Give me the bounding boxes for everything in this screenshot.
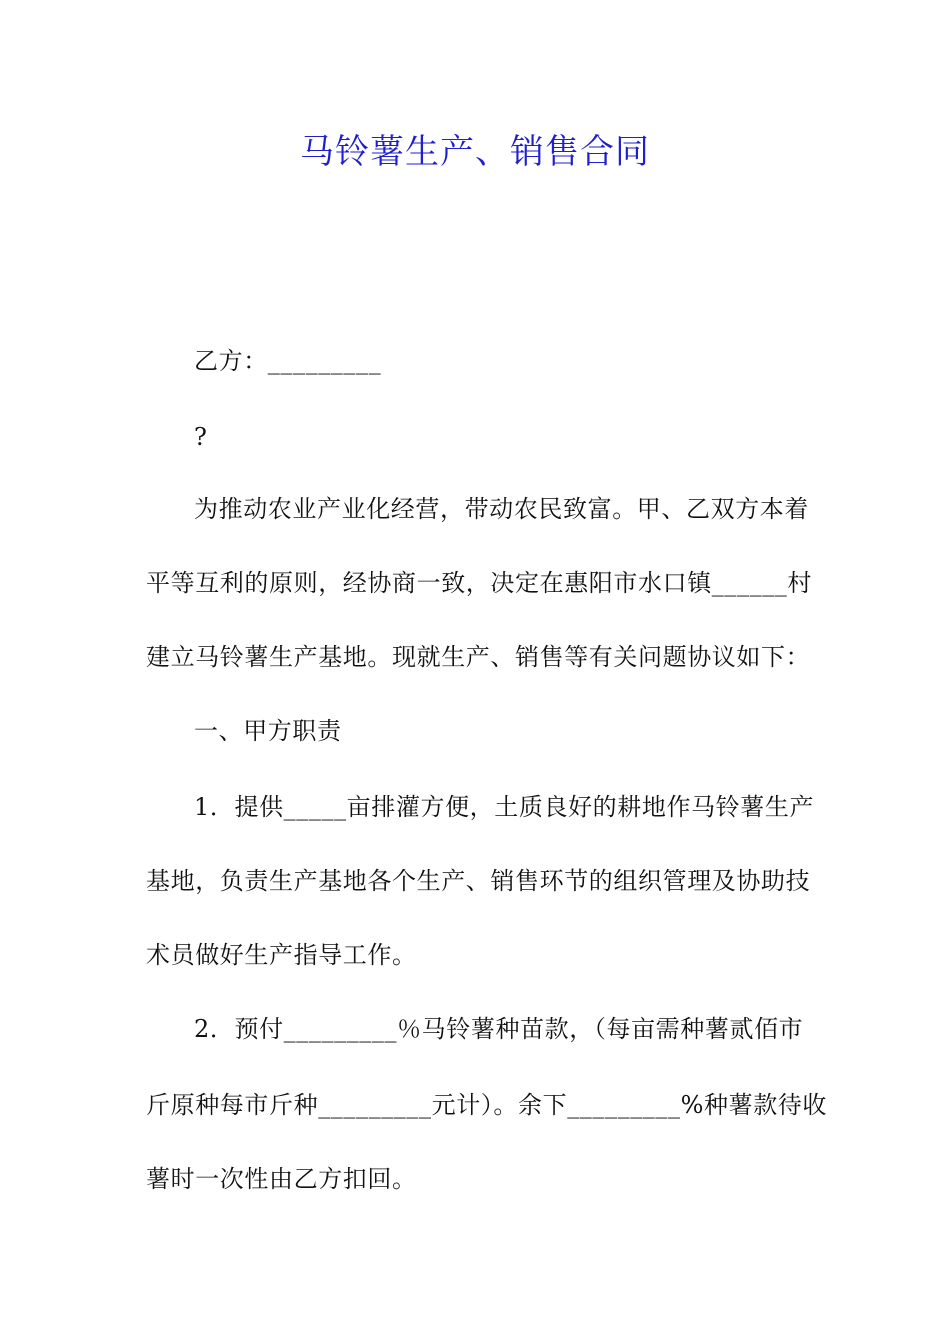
intro-line-2: 平等互利的原则，经协商一致，决定在惠阳市水口镇______村	[146, 569, 812, 597]
question-mark-line: ?	[194, 423, 208, 451]
item-1-line-2: 基地，负责生产基地各个生产、销售环节的组织管理及协助技	[146, 867, 811, 895]
item-2-line-3: 薯时一次性由乙方扣回。	[146, 1165, 417, 1193]
item-1-line-1: 1．提供_____亩排灌方便，土质良好的耕地作马铃薯生产	[194, 793, 815, 821]
item-2-line-2: 斤原种每市斤种_________元计）。余下_________%种薯款待收	[146, 1091, 828, 1119]
intro-line-3: 建立马铃薯生产基地。现就生产、销售等有关问题协议如下：	[146, 643, 811, 671]
item-2-line-1: 2．预付_________％马铃薯种苗款，（每亩需种薯贰佰市	[194, 1015, 804, 1043]
document-title: 马铃薯生产、销售合同	[300, 132, 650, 172]
item-1-line-3: 术员做好生产指导工作。	[146, 941, 417, 969]
party-b-line: 乙方：_________	[194, 347, 382, 375]
section-heading: 一、甲方职责	[194, 717, 342, 745]
intro-line-1: 为推动农业产业化经营，带动农民致富。甲、乙双方本着	[194, 495, 809, 523]
